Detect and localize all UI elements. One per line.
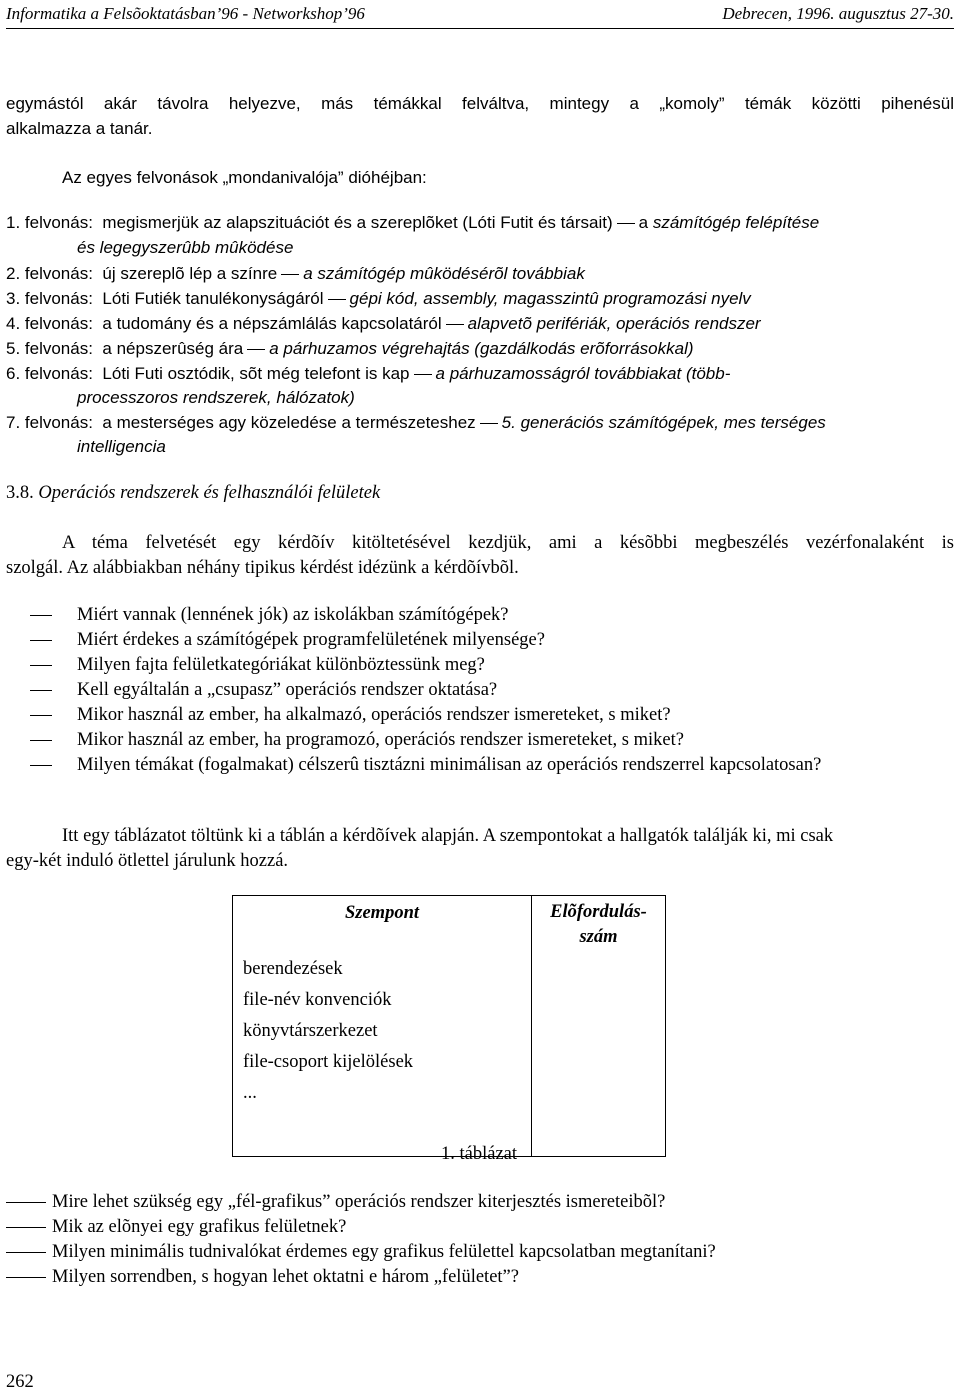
header-rule (6, 28, 954, 29)
dash-icon (30, 715, 52, 716)
act-4 (6, 314, 761, 334)
dash-icon (6, 1252, 46, 1253)
act-text: Lóti Futi osztódik, sõt még telefont is kap (102, 364, 410, 383)
table-row: ... (243, 1083, 257, 1103)
act-number: 1. felvonás: (6, 213, 93, 232)
intro-line-1: egymástól akár távolra helyezve, más témákkal felváltva, mintegy a „komoly” témák közötti pihenésül (6, 94, 954, 113)
act-1 (6, 213, 954, 233)
act-7-topic-cont: intelligencia (77, 437, 166, 456)
act-topic: alapvetõ perifériák, operációs rendszer (467, 314, 761, 333)
table-header-frequency (532, 896, 665, 950)
question-item: Milyen sorrendben, s hogyan lehet oktatni e három „felületet”? (52, 1267, 519, 1287)
dash-icon (30, 765, 52, 766)
dash-icon (30, 640, 52, 641)
para1-line-2: szolgál. Az alábbiakban néhány tipikus kérdést idézünk a kérdõívbõl. (6, 558, 519, 578)
dash-icon (30, 615, 52, 616)
act-topic: a párhuzamos végrehajtás (gazdálkodás erõforrásokkal) (269, 339, 694, 358)
page-number: 262 (6, 1372, 34, 1392)
question-item: Milyen témákat (fogalmakat) célszerû tisztázni minimálisan az operációs rendszerrel kapcsolatosan? (77, 755, 822, 775)
act-6-topic-cont: processzoros rendszerek, hálózatok) (77, 388, 355, 407)
para1-line-1: A téma felvetését egy kérdõív kitöltetésével kezdjük, ami a késõbbi megbeszélés vezérfonalaként is (62, 533, 954, 553)
question-item: Miért érdekes a számítógépek programfelületének milyensége? (77, 630, 545, 650)
act-topic: számítógép felépítése (652, 213, 820, 232)
act-number: 4. felvonás: (6, 314, 93, 333)
act-1-topic-cont: és legegyszerûbb mûködése (77, 238, 294, 257)
act-text: a népszerûség ára (102, 339, 244, 358)
act-topic: a számítógép mûködésérõl továbbiak (303, 264, 585, 283)
header-line: szám (579, 927, 618, 947)
act-topic: gépi kód, assembly, magasszintû programozási nyelv (349, 289, 751, 308)
act-topic: a párhuzamosságról továbbiakat (több- (435, 364, 731, 383)
act-3 (6, 289, 751, 309)
dash-icon (30, 740, 52, 741)
header-right: Debrecen, 1996. augusztus 27-30. (722, 4, 954, 23)
table-row: file-név konvenciók (243, 990, 392, 1010)
criteria-table (232, 895, 666, 1157)
table-caption: 1. táblázat (441, 1144, 518, 1164)
table-row: berendezések (243, 959, 343, 979)
act-number: 2. felvonás: (6, 264, 93, 283)
act-6 (6, 364, 730, 384)
question-item: Mik az elõnyei egy grafikus felületnek? (52, 1217, 347, 1237)
act-2 (6, 264, 585, 284)
dash-icon (30, 665, 52, 666)
act-topic: 5. generációs számítógépek, mes terséges (501, 413, 826, 432)
act-number: 7. felvonás: (6, 413, 93, 432)
act-7 (6, 413, 826, 433)
question-item: Milyen fajta felületkategóriákat különböztessünk meg? (77, 655, 485, 675)
dash-icon (6, 1277, 46, 1278)
question-item: Milyen minimális tudnivalókat érdemes egy grafikus felülettel kapcsolatban megtanítani? (52, 1242, 716, 1262)
act-number: 3. felvonás: (6, 289, 93, 308)
header-line: Elõfordulás- (550, 902, 647, 922)
act-text: új szereplõ lép a színre (102, 264, 278, 283)
question-item: Kell egyáltalán a „csupasz” operációs rendszer oktatása? (77, 680, 498, 700)
dash-icon (6, 1202, 46, 1203)
para2-line-1: Itt egy táblázatot töltünk ki a táblán a kérdõívek alapján. A szempontokat a hallgatók találják ki, mi csak (62, 826, 834, 846)
section-number: 3.8. (6, 483, 34, 503)
section-title: Operációs rendszerek és felhasználói felületek (38, 483, 381, 503)
table-header-criteria: Szempont (344, 903, 420, 923)
header-left: Informatika a Felsõoktatásban’96 - Networkshop’96 (6, 4, 365, 23)
act-text: megismerjük az alapszituációt és a szereplõket (Lóti Futit és társait) (102, 213, 613, 232)
question-item: Mikor használ az ember, ha alkalmazó, operációs rendszer ismereteket, s miket? (77, 705, 671, 725)
para2-line-2: egy-két induló ötlettel járulunk hozzá. (6, 851, 289, 871)
table-col-criteria (233, 896, 532, 1157)
question-item: Mikor használ az ember, ha programozó, operációs rendszer ismereteket, s miket? (77, 730, 684, 750)
act-sep: a (638, 213, 649, 232)
acts-heading: Az egyes felvonások „mondanivalója” dióhéjban: (62, 168, 427, 187)
act-number: 6. felvonás: (6, 364, 93, 383)
act-5 (6, 339, 694, 359)
question-item: Mire lehet szükség egy „fél-grafikus” operációs rendszer kiterjesztés ismereteibõl? (52, 1192, 666, 1212)
dash-icon (6, 1227, 46, 1228)
act-text: a mesterséges agy közeledése a természeteshez (102, 413, 476, 432)
intro-line-2: alkalmazza a tanár. (6, 119, 153, 138)
act-text: Lóti Futiék tanulékonyságáról (102, 289, 324, 308)
table-row: könyvtárszerkezet (243, 1021, 378, 1041)
section-heading (6, 483, 380, 504)
question-item: Miért vannak (lennének jók) az iskolákban számítógépek? (77, 605, 509, 625)
act-number: 5. felvonás: (6, 339, 93, 358)
table-col-frequency (532, 896, 666, 1157)
table-row: file-csoport kijelölések (243, 1052, 414, 1072)
dash-icon (30, 690, 52, 691)
act-text: a tudomány és a népszámlálás kapcsolatáról (102, 314, 442, 333)
